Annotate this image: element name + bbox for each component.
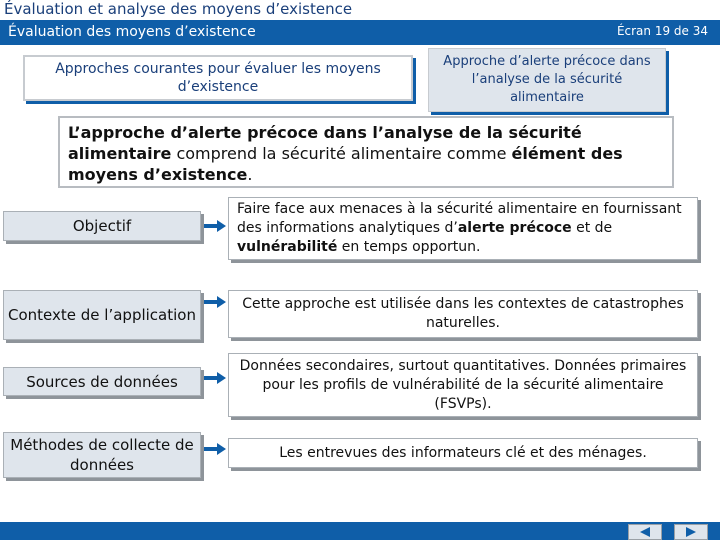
window-title: Évaluation et analyse des moyens d’existence — [0, 0, 720, 20]
arrow-right-icon — [204, 372, 226, 384]
summary-part1: L’approche d’alerte précoce dans l’analyse de la sécurité alimentaire — [68, 123, 582, 163]
triangle-left-icon — [639, 527, 651, 537]
summary-part4: . — [247, 165, 253, 184]
course-title: Évaluation des moyens d’existence — [8, 24, 256, 40]
summary-part3: élément des moyens d’existence — [68, 144, 623, 184]
row-label-contexte[interactable]: Contexte de l’application — [3, 290, 201, 340]
course-header — [0, 20, 720, 45]
row-label-objectif[interactable]: Objectif — [3, 211, 201, 241]
arrow-right-icon — [204, 220, 226, 232]
triangle-right-icon — [685, 527, 697, 537]
desc-bold: alerte précoce — [457, 220, 572, 236]
desc-part: et de — [571, 220, 613, 236]
arrow-right-icon — [204, 443, 226, 455]
row-desc-sources: Données secondaires, surtout quantitatives. Données primaires pour les profils de vulnérabilité de la sécurité alimentaire (FSVPs). — [228, 353, 698, 417]
row-label-methodes[interactable]: Méthodes de collecte de données — [3, 432, 201, 478]
row-desc-contexte: Cette approche est utilisée dans les contextes de catastrophes naturelles. — [228, 290, 698, 338]
footer-bar — [0, 522, 720, 540]
summary-box — [58, 116, 674, 188]
row-desc-objectif — [228, 197, 698, 260]
desc-part: en temps opportun. — [337, 239, 481, 255]
summary-part2: comprend la sécurité alimentaire comme — [171, 144, 512, 163]
row-desc-methodes: Les entrevues des informateurs clé et des ménages. — [228, 438, 698, 468]
desc-part: Faire face aux menaces à la sécurité alimentaire en fournissant des informations analytiques d’ — [237, 201, 682, 236]
next-button[interactable] — [674, 524, 708, 540]
row-label-sources[interactable]: Sources de données — [3, 367, 201, 396]
row-desc-objectif-text — [237, 200, 689, 257]
tab-early-warning-approach[interactable]: Approche d’alerte précoce dans l’analyse de la sécurité alimentaire — [428, 48, 666, 112]
desc-bold: vulnérabilité — [237, 239, 338, 255]
tab-common-approaches[interactable]: Approches courantes pour évaluer les moyens d’existence — [23, 55, 413, 101]
prev-button[interactable] — [628, 524, 662, 540]
arrow-right-icon — [204, 296, 226, 308]
screen-counter: Écran 19 de 34 — [616, 24, 708, 38]
